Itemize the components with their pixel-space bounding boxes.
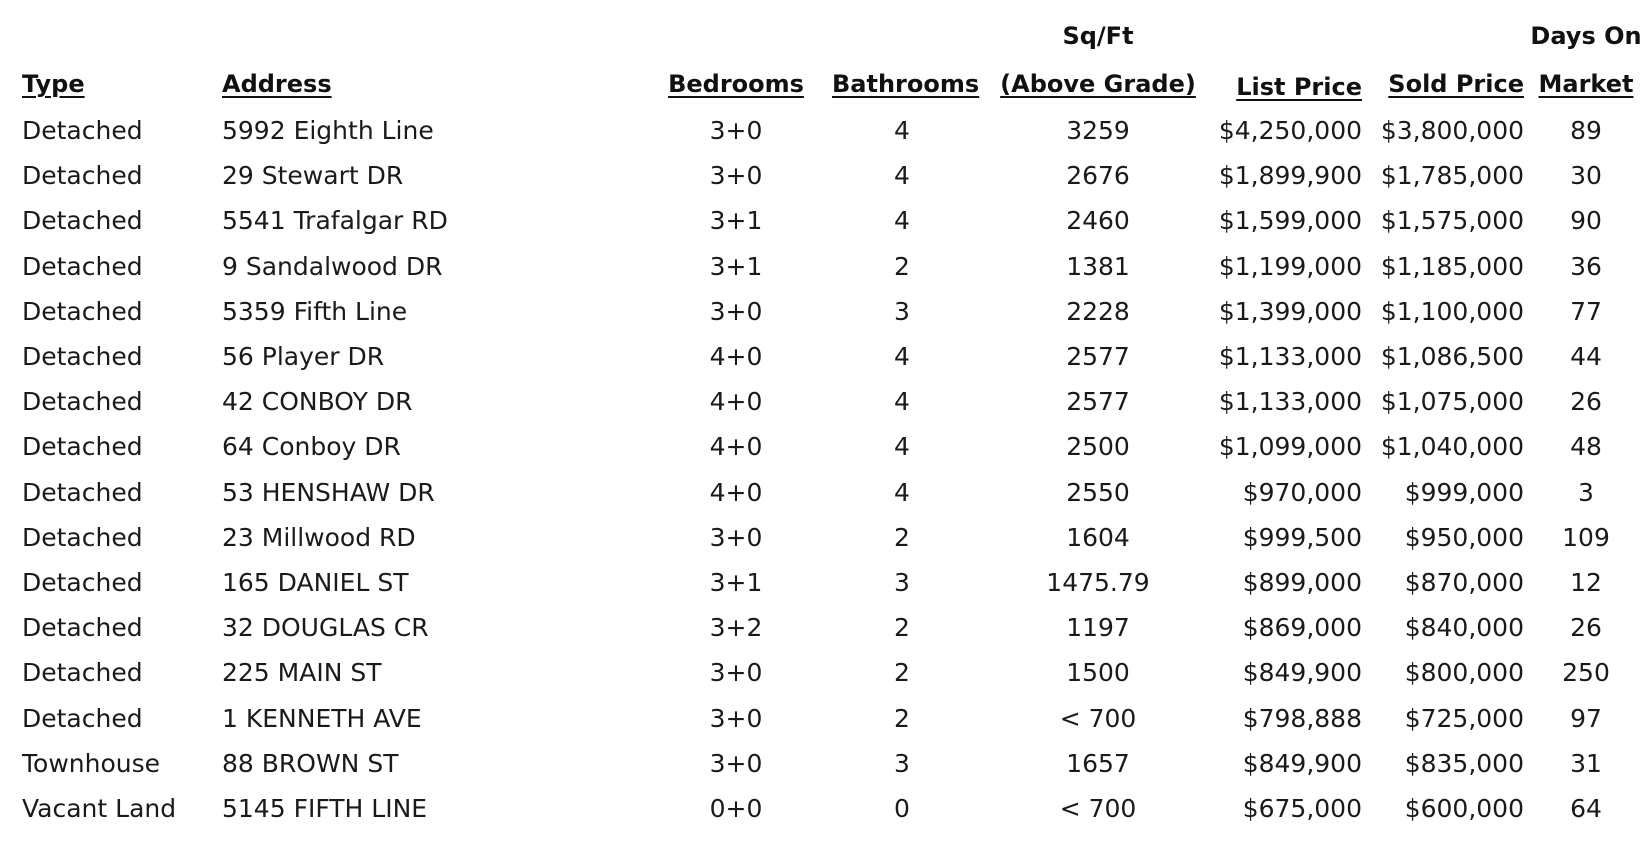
cell-list-price: $1,133,000 [1218,387,1362,417]
cell-list-price: $970,000 [1242,477,1362,507]
cell-sold-price: $800,000 [1404,658,1524,688]
table-row [0,605,1650,651]
table-row [0,153,1650,199]
cell-type: Detached [22,432,143,462]
cell-bedrooms: 4+0 [709,342,763,371]
cell-address: 1 KENNETH AVE [222,703,422,733]
cell-bedrooms: 3+1 [709,206,763,236]
cell-sold-price: $835,000 [1404,748,1524,778]
cell-sqft: 1381 [1066,251,1130,281]
header-sold-price [1352,70,1524,98]
cell-sqft: 1657 [1066,748,1130,778]
cell-list-price: $999,500 [1242,522,1362,552]
table-row [0,289,1650,335]
cell-address: 5359 Fifth Line [222,296,408,326]
cell-bedrooms: 4+0 [709,477,763,507]
cell-sqft: 3259 [1066,116,1130,145]
cell-list-price: $798,888 [1242,703,1362,733]
header-sqft-line1: Sq/Ft [1062,22,1134,50]
cell-sqft: 2676 [1066,161,1130,191]
cell-days-on-market: 30 [1570,161,1602,191]
cell-sqft: 2577 [1066,387,1130,417]
cell-sold-price: $1,100,000 [1380,296,1524,326]
cell-bathrooms: 3 [894,296,910,326]
header-sqft [993,22,1203,98]
cell-bathrooms: 0 [894,794,910,823]
cell-list-price: $1,899,900 [1218,161,1362,191]
cell-sqft: 2460 [1066,206,1130,236]
cell-sold-price: $1,185,000 [1380,251,1524,281]
cell-bathrooms: 4 [894,206,910,236]
cell-type: Vacant Land [22,794,177,823]
cell-bedrooms: 3+0 [709,522,763,552]
header-type [22,70,85,98]
cell-list-price: $1,599,000 [1218,206,1362,236]
cell-days-on-market: 44 [1570,342,1602,371]
cell-sqft: 1500 [1066,658,1130,688]
cell-sqft: 1604 [1066,522,1130,552]
cell-address: 56 Player DR [222,342,385,371]
cell-sold-price: $1,086,500 [1380,342,1524,371]
cell-bedrooms: 3+1 [709,251,763,281]
cell-bedrooms: 3+0 [709,161,763,191]
cell-days-on-market: 36 [1570,251,1602,281]
cell-address: 225 MAIN ST [222,658,382,688]
header-list-price [1190,73,1362,101]
cell-sqft: 2228 [1066,296,1130,326]
cell-sqft: 2577 [1066,342,1130,371]
cell-type: Detached [22,251,143,281]
cell-bedrooms: 3+0 [709,116,763,145]
header-list-price-label: List Price [1236,73,1362,101]
cell-sqft: 2500 [1066,432,1130,462]
cell-list-price: $899,000 [1242,568,1362,597]
table-row [0,108,1650,154]
cell-bedrooms: 3+0 [709,703,763,733]
cell-type: Detached [22,116,143,145]
cell-days-on-market: 250 [1562,658,1610,688]
cell-type: Detached [22,613,143,643]
cell-sold-price: $999,000 [1404,477,1524,507]
cell-type: Detached [22,568,143,597]
cell-days-on-market: 26 [1570,613,1602,643]
header-sqft-line2: (Above Grade) [1000,70,1196,98]
cell-bathrooms: 4 [894,477,910,507]
cell-list-price: $1,099,000 [1218,432,1362,462]
cell-sold-price: $840,000 [1404,613,1524,643]
cell-bathrooms: 2 [894,251,910,281]
cell-address: 23 Millwood RD [222,522,416,552]
cell-bedrooms: 3+0 [709,748,763,778]
cell-days-on-market: 12 [1570,568,1602,597]
cell-bathrooms: 2 [894,522,910,552]
cell-days-on-market: 90 [1570,206,1602,236]
header-bedrooms-label: Bedrooms [668,70,804,98]
cell-list-price: $4,250,000 [1218,116,1362,145]
table-row [0,650,1650,696]
cell-address: 88 BROWN ST [222,748,399,778]
table-row [0,334,1650,380]
cell-bathrooms: 2 [894,613,910,643]
cell-sold-price: $1,075,000 [1380,387,1524,417]
cell-type: Detached [22,658,143,688]
cell-list-price: $1,399,000 [1218,296,1362,326]
cell-sqft: < 700 [1059,794,1137,823]
cell-list-price: $849,900 [1242,658,1362,688]
cell-sqft: 2550 [1066,477,1130,507]
table-row [0,560,1650,606]
cell-sold-price: $3,800,000 [1380,116,1524,145]
cell-bedrooms: 0+0 [709,794,763,823]
cell-sold-price: $600,000 [1404,794,1524,823]
cell-bedrooms: 4+0 [709,387,763,417]
cell-days-on-market: 26 [1570,387,1602,417]
header-type-label: Type [22,70,85,98]
cell-bathrooms: 4 [894,387,910,417]
table-row [0,470,1650,516]
table-row [0,379,1650,425]
cell-days-on-market: 97 [1570,703,1602,733]
cell-address: 5992 Eighth Line [222,116,434,145]
cell-bedrooms: 3+2 [709,613,763,643]
table-row [0,244,1650,290]
cell-list-price: $869,000 [1242,613,1362,643]
cell-address: 9 Sandalwood DR [222,251,443,281]
cell-type: Detached [22,477,143,507]
cell-days-on-market: 77 [1570,296,1602,326]
cell-bathrooms: 4 [894,342,910,371]
header-days-on-market [1526,22,1646,98]
header-address [222,70,332,98]
cell-sqft: 1475.79 [1046,568,1150,597]
cell-bathrooms: 2 [894,658,910,688]
header-address-label: Address [222,70,332,98]
table-row [0,515,1650,561]
header-dom-line2: Market [1538,70,1634,98]
cell-type: Detached [22,206,143,236]
cell-bedrooms: 4+0 [709,432,763,462]
cell-address: 165 DANIEL ST [222,568,409,597]
cell-type: Detached [22,522,143,552]
cell-sqft: < 700 [1059,703,1137,733]
cell-list-price: $1,199,000 [1218,251,1362,281]
cell-bathrooms: 2 [894,703,910,733]
cell-bedrooms: 3+1 [709,568,763,597]
table-row [0,741,1650,787]
cell-days-on-market: 64 [1570,794,1602,823]
cell-type: Detached [22,342,143,371]
cell-bathrooms: 3 [894,748,910,778]
table-row [0,786,1650,832]
cell-days-on-market: 31 [1570,748,1602,778]
cell-sold-price: $1,040,000 [1380,432,1524,462]
cell-days-on-market: 109 [1562,522,1610,552]
cell-bathrooms: 3 [894,568,910,597]
cell-days-on-market: 89 [1570,116,1602,145]
cell-days-on-market: 3 [1578,477,1594,507]
cell-list-price: $849,900 [1242,748,1362,778]
cell-bedrooms: 3+0 [709,296,763,326]
table-row [0,198,1650,244]
header-dom-line1: Days On [1530,22,1642,50]
cell-bathrooms: 4 [894,116,910,145]
cell-sold-price: $1,575,000 [1380,206,1524,236]
cell-address: 64 Conboy DR [222,432,401,462]
cell-bathrooms: 4 [894,161,910,191]
cell-bathrooms: 4 [894,432,910,462]
cell-address: 5145 FIFTH LINE [222,794,428,823]
cell-sold-price: $1,785,000 [1380,161,1524,191]
cell-address: 5541 Trafalgar RD [222,206,448,236]
cell-list-price: $1,133,000 [1218,342,1362,371]
cell-sold-price: $950,000 [1404,522,1524,552]
cell-address: 29 Stewart DR [222,161,404,191]
cell-sqft: 1197 [1066,613,1130,643]
cell-type: Townhouse [22,748,161,778]
cell-bedrooms: 3+0 [709,658,763,688]
table-row [0,696,1650,742]
cell-sold-price: $870,000 [1404,568,1524,597]
cell-address: 32 DOUGLAS CR [222,613,429,643]
cell-type: Detached [22,387,143,417]
header-bedrooms [666,70,806,98]
cell-type: Detached [22,703,143,733]
cell-type: Detached [22,161,143,191]
cell-address: 53 HENSHAW DR [222,477,435,507]
header-bathrooms-label: Bathrooms [832,70,980,98]
table-row [0,424,1650,470]
cell-list-price: $675,000 [1242,794,1362,823]
cell-address: 42 CONBOY DR [222,387,413,417]
cell-days-on-market: 48 [1570,432,1602,462]
header-sold-price-label: Sold Price [1388,70,1524,98]
cell-sold-price: $725,000 [1404,703,1524,733]
cell-type: Detached [22,296,143,326]
header-bathrooms [832,70,980,98]
